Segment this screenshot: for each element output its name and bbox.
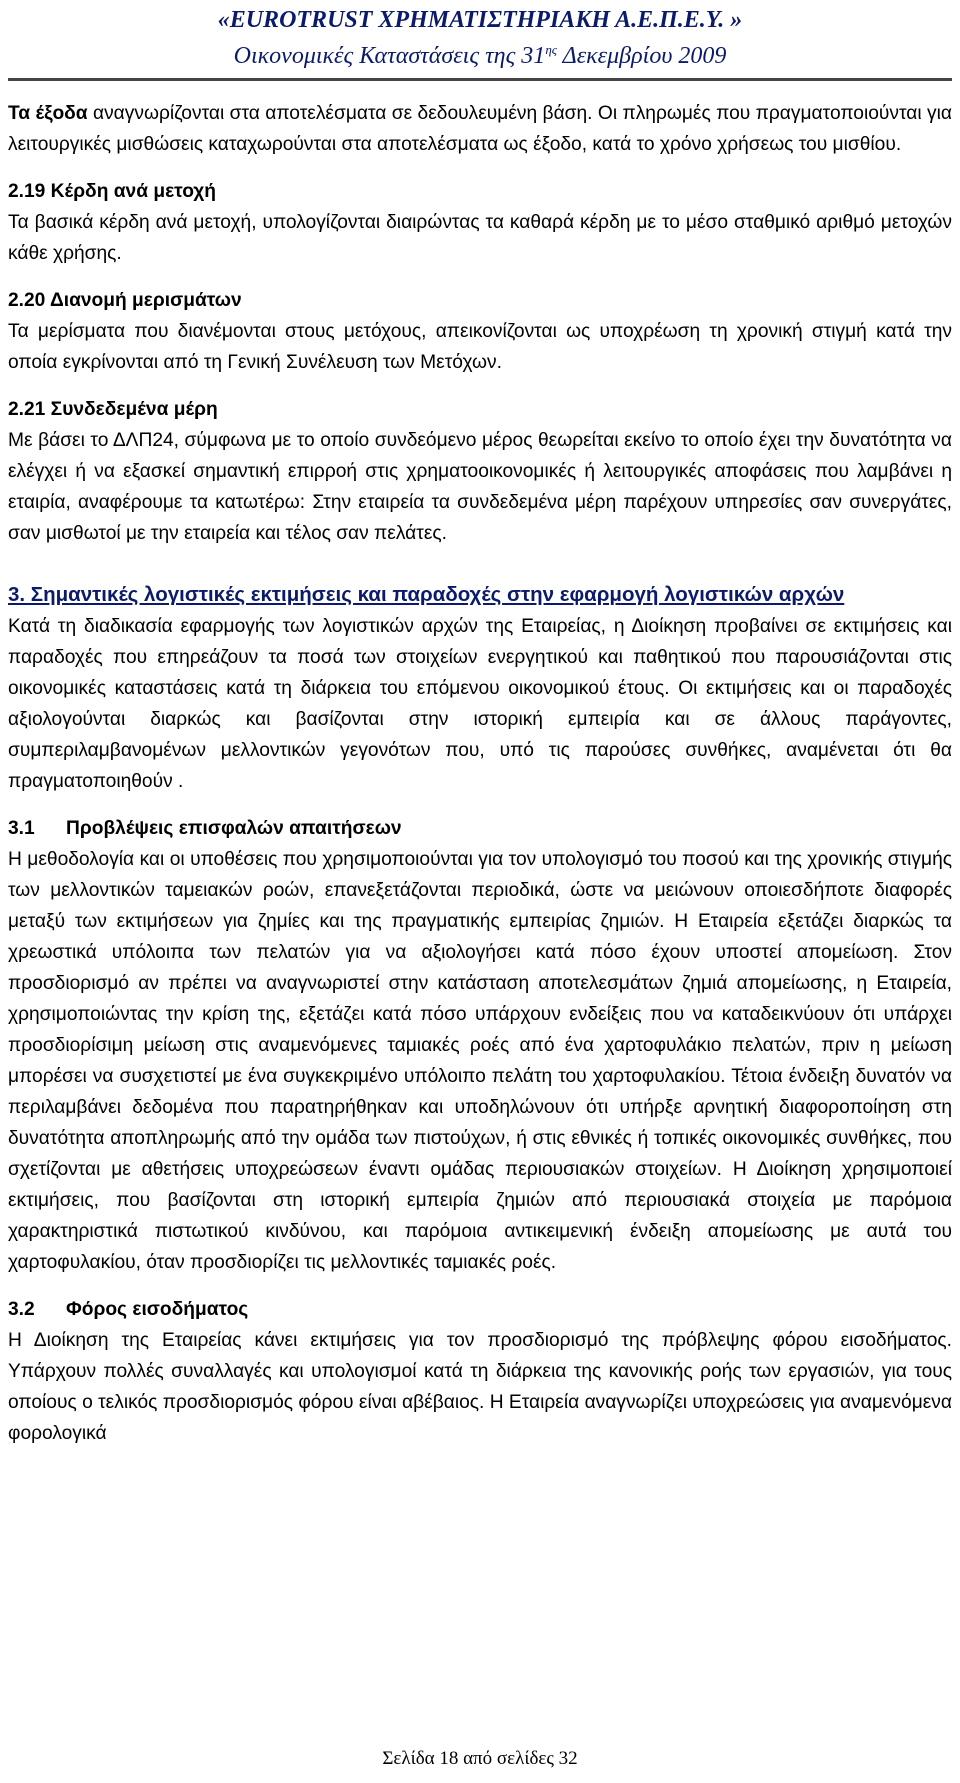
section-3-2-number: 3.2 — [8, 1299, 35, 1320]
header-divider — [8, 78, 952, 81]
intro-paragraph — [8, 98, 952, 160]
section-3-2 — [8, 1294, 952, 1449]
document-header — [0, 6, 960, 70]
section-3-1 — [8, 813, 952, 1278]
spacer — [8, 565, 952, 579]
section-3-2-heading-row — [8, 1294, 952, 1325]
header-subtitle-pre: Οικονομικές Καταστάσεις της 31 — [233, 43, 546, 69]
header-title: «EUROTRUST ΧΡΗΜΑΤΙΣΤΗΡΙΑΚΗ Α.Ε.Π.Ε.Υ. » — [217, 7, 743, 33]
section-2-19 — [8, 176, 952, 269]
page-footer: Σελίδα 18 από σελίδες 32 — [382, 1748, 578, 1769]
section-2-21-heading: 2.21 Συνδεδεμένα μέρη — [8, 399, 218, 420]
section-2-20 — [8, 285, 952, 378]
intro-bold-term: Τα έξοδα — [8, 103, 88, 124]
header-subtitle-sup: ης — [545, 42, 558, 57]
section-2-19-heading: 2.19 Κέρδη ανά μετοχή — [8, 181, 217, 202]
section-2-19-text: Τα βασικά κέρδη ανά μετοχή, υπολογίζονται διαιρώντας τα καθαρά κέρδη με το μέσο σταθμικό αριθμό μετοχών κάθε χρήσης. — [8, 212, 952, 264]
section-3 — [8, 579, 952, 797]
section-3-1-number: 3.1 — [8, 818, 35, 839]
header-subtitle — [0, 36, 960, 70]
header-subtitle-post: Δεκεμβρίου 2009 — [557, 43, 727, 69]
intro-section — [8, 98, 952, 160]
section-2-20-heading: 2.20 Διανομή μερισμάτων — [8, 290, 242, 311]
section-3-heading: 3. Σημαντικές λογιστικές εκτιμήσεις και παραδοχές στην εφαρμογή λογιστικών αρχών — [8, 583, 845, 606]
section-3-text: Κατά τη διαδικασία εφαρμογής των λογιστικών αρχών της Εταιρείας, η Διοίκηση προβαίνει σε εκτιμήσεις και παραδοχές που επηρεάζουν τα ποσά των στοιχείων ενεργητικού και παθητικού που παρουσιάζονται στις οικονομικές καταστάσεις κατά τη διάρκεια του επόμενου οικονομικού έτους. Οι εκτιμήσεις και οι παραδοχές αξιολογούνται διαρκώς και βασίζονται στην ιστορική εμπειρία και σε άλλους παράγοντες, συμπεριλαμβανομένων μελλοντικών γεγονότων που, υπό τις παρούσες συνθήκες, αναμένεται ότι θα πραγματοποιηθούν . — [8, 616, 952, 792]
section-3-1-text: Η μεθοδολογία και οι υποθέσεις που χρησιμοποιούνται για τον υπολογισμό του ποσού και της χρονικής στιγμής των μελλοντικών ταμειακών ροών, επανεξετάζονται περιοδικά, ώστε να μειώνουν οποιεσδήποτε διαφορές μεταξύ των εκτιμήσεων για ζημίες και της πραγματικής εμπειρίας ζημιών. Η Εταιρεία εξετάζει διαρκώς τα χρεωστικά υπόλοιπα των πελατών για να αξιολογήσει κατά πόσο έχουν υποστεί απομείωση. Στον προσδιορισμό αν πρέπει να αναγνωριστεί στην κατάσταση αποτελεσμάτων ζημιά απομείωσης, η Εταιρεία, χρησιμοποιώντας την κρίση της, εξετάζει κατά πόσο υπάρχουν ενδείξεις που να καταδεικνύουν ότι υπάρχει προσδιορίσιμη μείωση στις αναμενόμενες ταμιακές ροές από ένα χαρτοφυλάκιο πελατών, πριν η μείωση μπορέσει να συσχετιστεί με ένα συγκεκριμένο υπόλοιπο πελάτη του χαρτοφυλακίου. Τέτοια ένδειξη δυνατόν να περιλαμβάνει δεδομένα που παρατηρήθηκαν και υποδηλώνουν ότι υπήρξε αρνητική διαφοροποίηση στη δυνατότητα αποπληρωμής από την ομάδα των πιστούχων, ή στις εθνικές ή τοπικές οικονομικές συνθήκες, που σχετίζονται με αθετήσεις υποχρεώσεων έναντι ομάδας περιουσιακών στοιχείων. Η Διοίκηση χρησιμοποιεί εκτιμήσεις, που βασίζονται στη ιστορική εμπειρία ζημιών από περιουσιακά στοιχεία με παρόμοια χαρακτηριστικά πιστωτικού κινδύνου, και παρόμοια αντικειμενική ένδειξη απομείωσης με αυτά του χαρτοφυλακίου, όταν προσδιορίζει τις μελλοντικές ταμιακές ροές. — [8, 849, 952, 1273]
section-3-2-text: Η Διοίκηση της Εταιρείας κάνει εκτιμήσεις για τον προσδιορισμό της πρόβλεψης φόρου εισοδήματος. Υπάρχουν πολλές συναλλαγές και υπολογισμοί κατά τη διάρκεια της κανονικής ροής των εργασιών, για τους οποίους ο τελικός προσδιορισμός φόρου είναι αβέβαιος. Η Εταιρεία αναγνωρίζει υποχρεώσεις για αναμενόμενα φορολογικά — [8, 1330, 952, 1444]
section-2-20-text: Τα μερίσματα που διανέμονται στους μετόχους, απεικονίζονται ως υποχρέωση τη χρονική στιγμή κατά την οποία εγκρίνονται από τη Γενική Συνέλευση των Μετόχων. — [8, 321, 952, 373]
section-3-2-heading: Φόρος εισοδήματος — [66, 1299, 249, 1320]
section-2-21 — [8, 394, 952, 549]
intro-text: αναγνωρίζονται στα αποτελέσματα σε δεδουλευμένη βάση. Οι πληρωμές που πραγματοποιούνται για λειτουργικές μισθώσεις καταχωρούνται στα αποτελέσματα ως έξοδο, κατά το χρόνο χρήσεως του μισθίου. — [8, 103, 952, 155]
section-3-1-heading: Προβλέψεις επισφαλών απαιτήσεων — [66, 818, 402, 839]
document-body — [8, 98, 952, 1465]
section-2-21-text: Με βάσει το ΔΛΠ24, σύμφωνα με το οποίο συνδεόμενο μέρος θεωρείται εκείνο το οποίο έχει την δυνατότητα να ελέγχει ή να εξασκεί σημαντική επιρροή στις χρηματοοικονομικές ή λειτουργικές αποφάσεις που λαμβάνει η εταιρία, αναφέρουμε τα κατωτέρω: Στην εταιρεία τα συνδεδεμένα μέρη παρέχουν υπηρεσίες σαν συνεργάτες, σαν μισθωτοί με την εταιρεία και τέλος σαν πελάτες. — [8, 430, 952, 544]
section-3-1-heading-row — [8, 813, 952, 844]
